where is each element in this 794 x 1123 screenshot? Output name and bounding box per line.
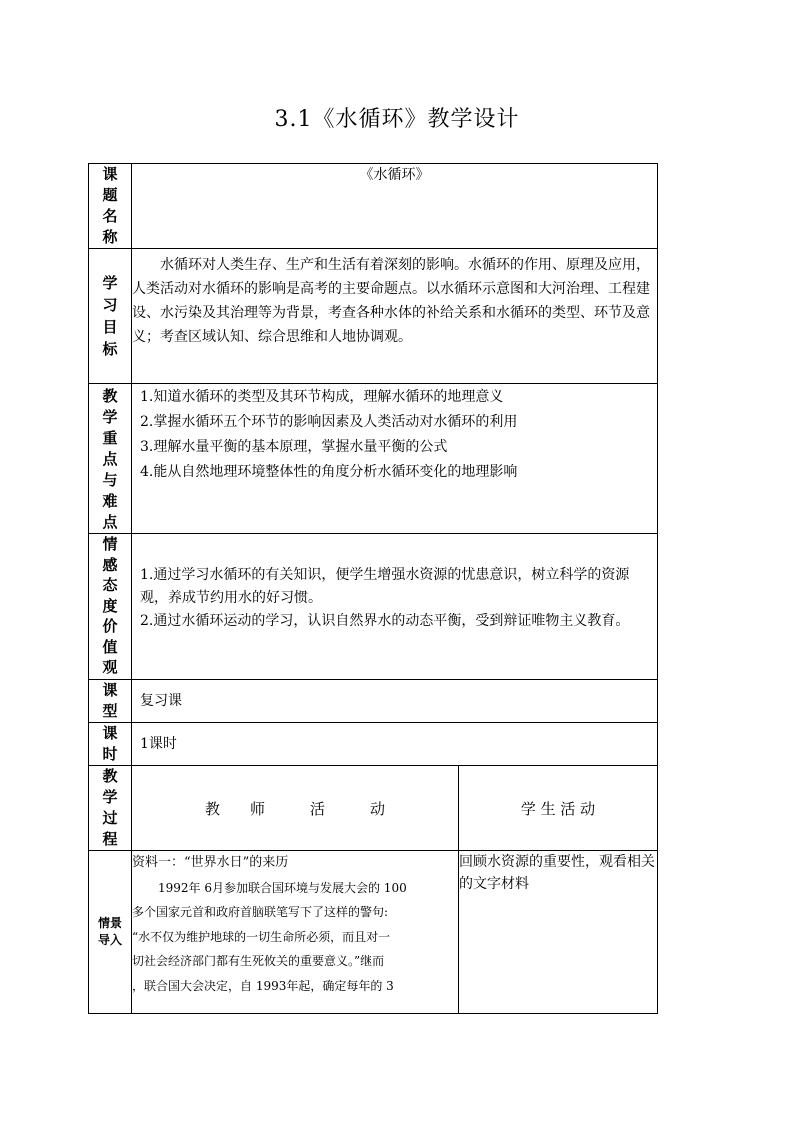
objectives-content [132,249,658,384]
label-class-hours: 课时 [89,723,132,766]
document-title: 3.1《水循环》教学设计 [274,107,520,132]
intro-line: 1992年 6月参加联合国环境与发展大会的 100 [158,880,407,895]
label-objectives: 学习目标 [89,249,132,384]
key-point-item: 2.掌握水循环五个环节的影响因素及人类活动对水循环的利用 [140,414,518,430]
intro-line: “水不仅为维护地球的一切生命所必须，而且对一 [132,929,391,944]
lesson-type-value: 复习课 [132,680,658,723]
values-content [132,534,658,680]
key-point-item: 1.知道水循环的类型及其环节构成，理解水循环的地理意义 [140,389,504,405]
row-class-hours [89,723,658,766]
label-key-points: 教学重点与难点 [89,384,132,534]
values-item: 2.通过水循环运动的学习，认识自然界水的动态平衡，受到辩证唯物主义教育。 [140,613,630,629]
row-course-name [89,164,658,249]
intro-line: 切社会经济部门都有生死攸关的重要意义。”继而 [132,954,385,968]
lesson-plan-table [88,163,658,1014]
key-point-item: 4.能从自然地理环境整体性的角度分析水循环变化的地理影响 [140,464,518,480]
row-intro [89,851,658,1014]
intro-line: 资料一：“世界水日”的来历 [132,855,289,870]
teacher-activity-header: 教 师 活 动 [132,766,459,851]
intro-line: ，联合国大会决定，自 1993年起，确定每年的 3 [132,978,394,993]
key-points-content [132,384,658,534]
row-lesson-type [89,680,658,723]
label-course-name: 课题名称 [89,164,132,249]
row-process [89,766,658,851]
label-values: 情感态度价值观 [89,534,132,680]
row-values [89,534,658,680]
row-objectives [89,249,658,384]
values-item: 1.通过学习水循环的有关知识，便学生增强水资源的忧患意识，树立科学的资源观，养成节约用水的好习惯。 [140,567,630,606]
intro-teacher-content [132,851,459,1014]
label-intro: 情景导入 [89,851,132,1014]
class-hours-value: 1课时 [132,723,658,766]
intro-line: 多个国家元首和政府首脑联笔写下了这样的警句: [132,905,389,919]
student-activity-header: 学 生 活 动 [459,766,658,851]
label-lesson-type: 课型 [89,680,132,723]
key-point-item: 3.理解水量平衡的基本原理，掌握水量平衡的公式 [140,439,448,455]
row-key-points [89,384,658,534]
course-name-value: 《水循环》 [132,164,658,249]
intro-student-content: 回顾水资源的重要性，观看相关的文字材料 [459,851,658,1014]
label-process: 教学过程 [89,766,132,851]
objectives-text: 水循环对人类生存、生产和生活有着深刻的影响。水循环的作用、原理及应用，人类活动对水循环的影响是高考的主要命题点。以水循环示意图和大河治理、工程建设、水污染及其治理等为背景，考查各种水体的补给关系和水循环的类型、环节及意义；考查区域认知、综合思维和人地协调观。 [132,257,650,345]
